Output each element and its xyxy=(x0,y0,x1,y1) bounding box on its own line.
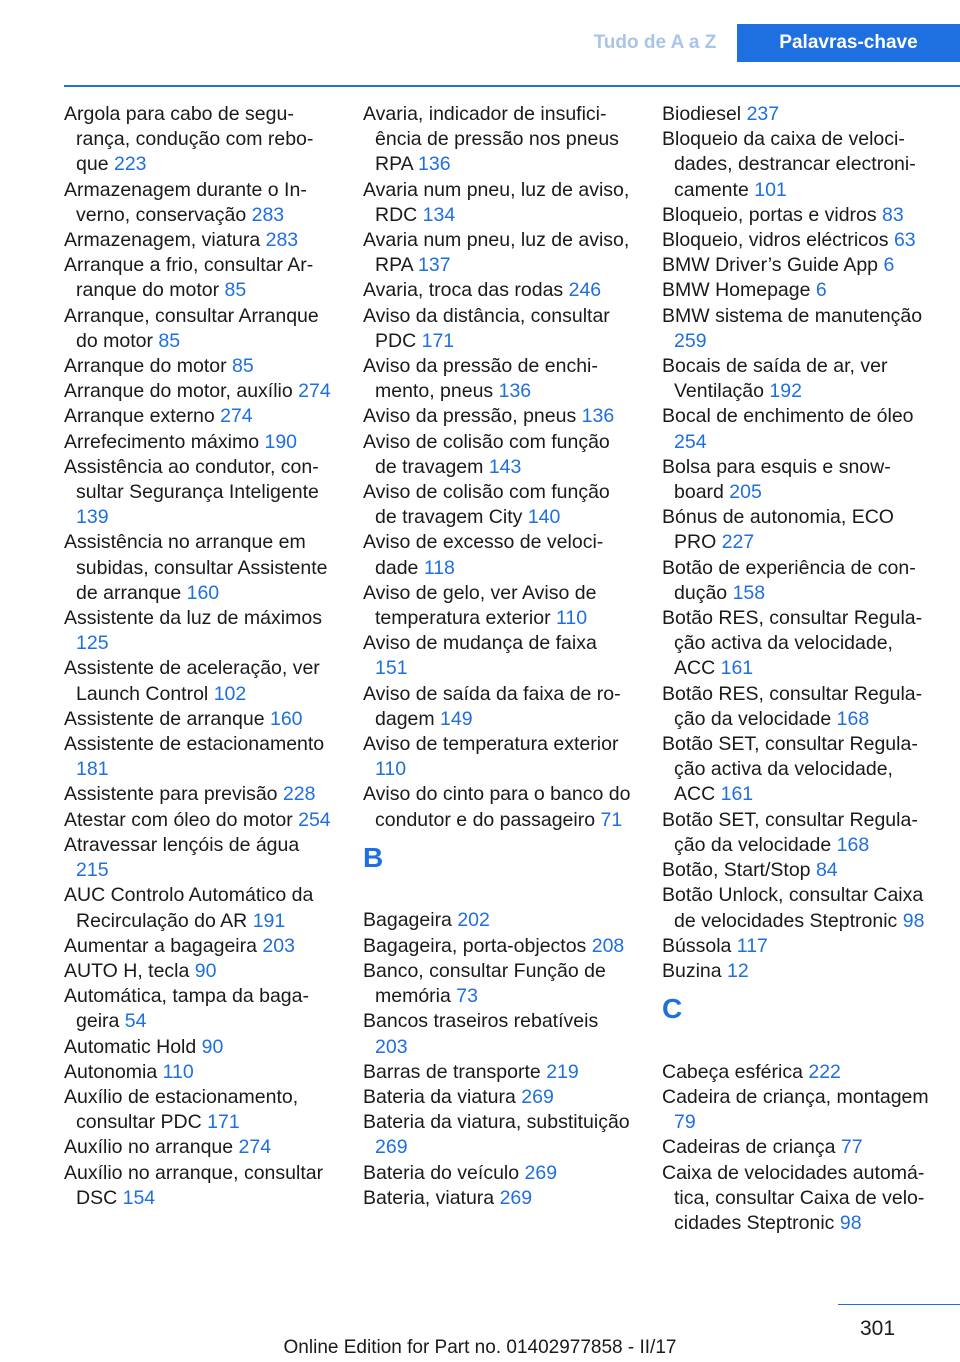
index-entry-text: Aviso da pressão de enchimento, pneus xyxy=(363,355,598,403)
index-entry xyxy=(64,228,334,253)
index-entry-text: Biodiesel xyxy=(662,103,742,125)
index-entry-text: Atravessar lençóis de água xyxy=(64,833,300,856)
page-reference-link[interactable]: 181 xyxy=(76,758,109,781)
index-entry-text: Aviso de colisão com função de travagem City xyxy=(363,481,610,529)
index-entry xyxy=(662,606,932,682)
page-reference-link[interactable]: 283 xyxy=(265,229,299,252)
index-entry-text: Botão RES, consultar Regulação da velocidade xyxy=(662,682,923,730)
index-entry-text: Bússola xyxy=(662,934,732,957)
page-reference-link[interactable]: 101 xyxy=(754,178,787,201)
page-reference-link[interactable]: 228 xyxy=(282,783,316,806)
index-entry xyxy=(64,782,334,807)
index-entry-text: Botão SET, consultar Regulação activa da velocidade, ACC xyxy=(662,733,918,806)
index-entry-text: Aviso de saída da faixa de rodagem xyxy=(363,682,621,730)
page-reference-link[interactable]: 139 xyxy=(76,506,109,529)
page-reference-link[interactable]: 54 xyxy=(124,1010,147,1033)
page-reference-link[interactable]: 254 xyxy=(298,808,331,831)
page-reference-link[interactable]: 246 xyxy=(568,279,602,302)
index-entry-text: Arrefecimento máximo xyxy=(64,430,260,453)
index-entry-text: Bolsa para esquis e snowboard xyxy=(662,455,891,504)
page-reference-link[interactable]: 85 xyxy=(158,329,181,352)
index-entry-text: Aviso de temperatura exterior xyxy=(363,733,619,756)
page-reference-link[interactable]: 154 xyxy=(122,1186,156,1209)
index-entry-text: Arranque a frio, consultar Arranque do motor xyxy=(64,254,314,302)
index-entry xyxy=(662,883,932,933)
index-entry xyxy=(363,1161,633,1186)
index-entry xyxy=(363,102,633,178)
index-entry xyxy=(64,1161,334,1211)
index-entry xyxy=(363,278,633,303)
index-entry-text: Bateria da viatura, substituição xyxy=(363,1111,630,1134)
page-reference-link[interactable]: 190 xyxy=(264,430,298,453)
index-entry xyxy=(363,959,633,1009)
index-entry-text: Cabeça esférica xyxy=(662,1060,803,1083)
page-reference-link[interactable]: 160 xyxy=(269,707,303,730)
index-entry xyxy=(662,808,932,858)
page-reference-link[interactable]: 168 xyxy=(836,833,870,856)
index-column-2 xyxy=(363,102,633,1211)
index-entry-text: Bateria, viatura xyxy=(363,1186,495,1209)
page-reference-link[interactable]: 102 xyxy=(213,682,247,705)
page-reference-link[interactable]: 202 xyxy=(457,909,490,932)
index-entry xyxy=(662,127,932,203)
index-entry-text: Botão de experiência de condução xyxy=(662,556,916,604)
index-entry xyxy=(662,1135,932,1160)
index-entry-text: Auxílio no arranque xyxy=(64,1136,234,1159)
index-entry xyxy=(64,808,334,833)
page-reference-link[interactable]: 136 xyxy=(418,153,451,176)
page-reference-link[interactable]: 283 xyxy=(251,203,285,226)
index-entry-text: Barras de transporte xyxy=(363,1060,541,1083)
index-entry xyxy=(64,530,334,606)
index-entry xyxy=(363,1009,633,1059)
index-entry-text: Autonomia xyxy=(64,1060,158,1083)
index-entry xyxy=(363,934,633,959)
index-column-1 xyxy=(64,102,334,1211)
index-entry xyxy=(64,606,334,656)
index-entry xyxy=(662,858,932,883)
index-entry-text: Bloqueio, vidros eléctricos xyxy=(662,229,889,252)
index-entry-text: Banco, consultar Função de memória xyxy=(363,959,606,1008)
page-reference-link[interactable]: 63 xyxy=(893,229,916,252)
index-entry xyxy=(662,404,932,454)
index-entry xyxy=(64,253,334,303)
page-reference-link[interactable]: 90 xyxy=(194,959,217,982)
active-tab[interactable]: Palavras-chave xyxy=(737,24,960,62)
index-entry-text: Assistência no arranque em subidas, consultar Assistente de arranque xyxy=(64,531,328,604)
page-reference-link[interactable]: 110 xyxy=(556,607,588,630)
page-reference-link[interactable]: 254 xyxy=(674,430,707,453)
page-reference-link[interactable]: 85 xyxy=(224,279,247,302)
index-entry-text: Arranque do motor, auxílio xyxy=(64,380,293,403)
index-entry xyxy=(662,1161,932,1237)
index-entry-text: Atestar com óleo do motor xyxy=(64,808,293,831)
page-reference-link[interactable]: 71 xyxy=(600,808,623,831)
index-entry-text: Auxílio no arranque, consultar DSC xyxy=(64,1161,324,1209)
index-entry xyxy=(363,530,633,580)
footer-rule xyxy=(838,1304,960,1305)
index-entry xyxy=(64,984,334,1034)
page-reference-link[interactable]: 171 xyxy=(421,329,455,352)
page-reference-link[interactable]: 161 xyxy=(720,783,754,806)
index-entry-text: AUTO H, tecla xyxy=(64,959,190,982)
index-entry-text: Avaria, troca das rodas xyxy=(363,279,564,302)
index-entry-text: Aviso do cinto para o banco do condutor e do passageiro xyxy=(363,783,631,831)
index-entry xyxy=(662,278,932,303)
page-reference-link[interactable]: 205 xyxy=(729,481,762,504)
page-reference-link[interactable]: 269 xyxy=(521,1085,554,1108)
index-entry xyxy=(64,1035,334,1060)
index-entry xyxy=(363,228,633,278)
index-entry xyxy=(363,581,633,631)
index-entry-text: Bancos traseiros rebatíveis xyxy=(363,1010,599,1033)
page-reference-link[interactable]: 274 xyxy=(238,1136,272,1159)
page-reference-link[interactable]: 208 xyxy=(591,934,625,957)
index-entry-text: Aumentar a bagageira xyxy=(64,934,257,957)
index-entry-text: Assistente de arranque xyxy=(64,707,265,730)
index-entry xyxy=(363,1085,633,1110)
index-entry-text: Buzina xyxy=(662,959,722,982)
page-reference-link[interactable]: 12 xyxy=(727,959,749,982)
index-entry-text: Automática, tampa da bagageira xyxy=(64,985,309,1033)
page-header xyxy=(0,24,960,62)
index-entry xyxy=(64,883,334,933)
index-entry xyxy=(363,631,633,681)
index-entry xyxy=(363,908,633,933)
index-entry xyxy=(662,228,932,253)
page-reference-link[interactable]: 125 xyxy=(76,632,109,655)
index-entry-text: Cadeiras de criança xyxy=(662,1136,836,1159)
index-entry xyxy=(64,430,334,455)
page-reference-link[interactable]: 98 xyxy=(902,909,925,932)
index-entry xyxy=(64,379,334,404)
page-reference-link[interactable]: 143 xyxy=(488,455,522,478)
index-entry xyxy=(363,304,633,354)
section-tab[interactable]: Tudo de A a Z xyxy=(593,32,717,53)
index-entry xyxy=(662,1060,932,1085)
page-reference-link[interactable]: 269 xyxy=(499,1186,533,1209)
index-entry-text: BMW Homepage xyxy=(662,279,811,302)
page-reference-link[interactable]: 117 xyxy=(736,934,768,957)
index-entry-text: Assistência ao condutor, consultar Segurança Inteligente xyxy=(64,455,319,504)
page-reference-link[interactable]: 222 xyxy=(808,1060,841,1083)
index-entry-text: Assistente de estacionamento xyxy=(64,733,325,756)
page-reference-link[interactable]: 110 xyxy=(162,1060,194,1083)
index-entry xyxy=(363,404,633,429)
index-entry xyxy=(662,354,932,404)
index-entry-text: Botão Unlock, consultar Caixa de velocidades Steptronic xyxy=(662,884,924,932)
index-entry-text: Assistente de aceleração, ver Launch Control xyxy=(64,657,320,705)
index-entry xyxy=(662,556,932,606)
page-reference-link[interactable]: 85 xyxy=(232,355,254,378)
index-entry xyxy=(363,782,633,832)
header-rule xyxy=(64,85,960,87)
page-reference-link[interactable]: 110 xyxy=(375,758,407,781)
index-entry-text: Bloqueio da caixa de velocidades, destrancar electronicamente xyxy=(662,128,916,201)
index-entry xyxy=(64,833,334,883)
page-reference-link[interactable]: 6 xyxy=(883,254,895,277)
page-reference-link[interactable]: 140 xyxy=(527,506,561,529)
page-reference-link[interactable]: 269 xyxy=(375,1136,408,1159)
page-reference-link[interactable]: 259 xyxy=(674,329,707,352)
page-reference-link[interactable]: 137 xyxy=(418,254,451,277)
page-reference-link[interactable]: 160 xyxy=(186,581,220,604)
index-entry xyxy=(64,656,334,706)
page-reference-link[interactable]: 118 xyxy=(423,556,455,579)
index-entry-text: Arranque externo xyxy=(64,405,215,428)
page-reference-link[interactable]: 77 xyxy=(840,1136,863,1159)
page-reference-link[interactable]: 203 xyxy=(375,1035,408,1058)
index-entry xyxy=(662,934,932,959)
index-entry xyxy=(363,430,633,480)
index-entry xyxy=(662,959,932,984)
index-entry-text: Aviso de colisão com função de travagem xyxy=(363,430,610,478)
index-entry xyxy=(662,304,932,354)
index-entry-text: Automatic Hold xyxy=(64,1035,197,1058)
index-entry xyxy=(64,102,334,178)
index-entry-text: Arranque, consultar Arranque do motor xyxy=(64,304,319,352)
page-reference-link[interactable]: 161 xyxy=(720,657,754,680)
page-reference-link[interactable]: 274 xyxy=(220,405,253,428)
page-reference-link[interactable]: 192 xyxy=(769,380,802,403)
index-entry-text: Armazenagem, viatura xyxy=(64,229,261,252)
index-entry xyxy=(64,304,334,354)
index-entry xyxy=(363,1186,633,1211)
page-reference-link[interactable]: 79 xyxy=(674,1111,696,1134)
index-entry-text: Aviso de gelo, ver Aviso de temperatura exterior xyxy=(363,581,597,630)
index-entry xyxy=(64,354,334,379)
index-entry xyxy=(64,178,334,228)
index-entry xyxy=(662,682,932,732)
index-letter-heading: C xyxy=(662,993,683,1025)
index-entry-text: Bloqueio, portas e vidros xyxy=(662,203,877,226)
page-reference-link[interactable]: 98 xyxy=(839,1211,862,1234)
page-reference-link[interactable]: 215 xyxy=(76,859,109,882)
index-entry-text: Bagageira xyxy=(363,909,452,932)
page-reference-link[interactable]: 6 xyxy=(815,279,827,302)
page-reference-link[interactable]: 134 xyxy=(422,203,456,226)
index-entry xyxy=(64,404,334,429)
index-entry xyxy=(363,480,633,530)
index-entry xyxy=(64,1135,334,1160)
index-entry xyxy=(64,934,334,959)
page-reference-link[interactable]: 269 xyxy=(524,1161,558,1184)
index-entry-text: Aviso de mudança de faixa xyxy=(363,632,597,655)
index-entry xyxy=(662,455,932,505)
index-entry-text: Cadeira de criança, montagem xyxy=(662,1085,929,1108)
index-entry xyxy=(64,1085,334,1135)
index-entry xyxy=(363,1110,633,1160)
index-entry-text: Aviso da pressão, pneus xyxy=(363,405,577,428)
index-entry-text: Avaria num pneu, luz de aviso, RPA xyxy=(363,229,630,277)
index-entry xyxy=(64,707,334,732)
page-reference-link[interactable]: 168 xyxy=(836,707,870,730)
index-entry xyxy=(363,1060,633,1085)
index-entry xyxy=(662,732,932,808)
index-entry-text: Argola para cabo de segurança, condução com reboque xyxy=(64,103,314,176)
page-reference-link[interactable]: 237 xyxy=(746,103,780,125)
index-entry xyxy=(64,959,334,984)
index-entry xyxy=(64,1060,334,1085)
index-column-3 xyxy=(662,102,932,1236)
edition-footer: Online Edition for Part no. 01402977858 - II/17 xyxy=(283,1337,677,1358)
index-entry xyxy=(662,253,932,278)
index-entry xyxy=(363,682,633,732)
page-reference-link[interactable]: 158 xyxy=(732,581,766,604)
index-entry-text: Avaria num pneu, luz de aviso, RDC xyxy=(363,178,630,226)
index-entry-text: BMW sistema de manutenção xyxy=(662,304,923,327)
page-reference-link[interactable]: 73 xyxy=(456,985,478,1008)
index-entry-text: Botão, Start/Stop xyxy=(662,859,811,882)
index-entry-text: Bónus de autonomia, ECO PRO xyxy=(662,506,894,554)
page-reference-link[interactable]: 219 xyxy=(546,1060,579,1083)
index-entry xyxy=(662,505,932,555)
page-reference-link[interactable]: 136 xyxy=(581,405,615,428)
index-entry xyxy=(64,455,334,531)
page-reference-link[interactable]: 90 xyxy=(201,1035,224,1058)
index-entry-text: Bateria do veículo xyxy=(363,1161,520,1184)
index-entry-text: Aviso de excesso de velocidade xyxy=(363,531,604,579)
page-number: 301 xyxy=(860,1317,896,1340)
index-entry xyxy=(662,203,932,228)
page-reference-link[interactable]: 151 xyxy=(375,657,408,680)
index-entry-text: Bocal de enchimento de óleo xyxy=(662,405,914,428)
index-entry-text: Assistente da luz de máximos xyxy=(64,607,322,630)
index-entry-text: Bocais de saída de ar, ver Ventilação xyxy=(662,355,888,403)
page-reference-link[interactable]: 83 xyxy=(882,203,904,226)
page-reference-link[interactable]: 223 xyxy=(113,153,147,176)
index-entry-text: Auxílio de estacionamento, consultar PDC xyxy=(64,1085,299,1134)
index-entry-text: Caixa de velocidades automática, consultar Caixa de velocidades Steptronic xyxy=(662,1161,925,1234)
index-entry-text: Armazenagem durante o Inverno, conservação xyxy=(64,178,307,226)
index-entry-text: Assistente para previsão xyxy=(64,783,278,806)
index-entry-text: BMW Driver’s Guide App xyxy=(662,254,879,277)
page-reference-link[interactable]: 191 xyxy=(252,909,286,932)
index-entry xyxy=(363,354,633,404)
page-reference-link[interactable]: 84 xyxy=(815,859,838,882)
page-reference-link[interactable]: 227 xyxy=(721,531,755,554)
index-entry-text: Avaria, indicador de insuficiência de pressão nos pneus RPA xyxy=(363,103,619,176)
index-letter-heading: B xyxy=(363,841,384,873)
index-entry xyxy=(662,1085,932,1135)
index-entry xyxy=(363,178,633,228)
index-entry-text: Aviso da distância, consultar PDC xyxy=(363,304,610,352)
index-entry xyxy=(64,732,334,782)
index-entry-text: Bateria da viatura xyxy=(363,1085,516,1108)
index-entry xyxy=(662,102,932,127)
index-entry-text: AUC Controlo Automático da Recirculação do AR xyxy=(64,884,314,932)
index-entry-text: Botão RES, consultar Regulação activa da velocidade, ACC xyxy=(662,607,923,680)
page-reference-link[interactable]: 203 xyxy=(262,934,295,957)
page-reference-link[interactable]: 149 xyxy=(440,707,473,730)
page-reference-link[interactable]: 274 xyxy=(298,380,331,403)
page-reference-link[interactable]: 136 xyxy=(498,380,532,403)
index-entry-text: Bagageira, porta-objectos xyxy=(363,934,587,957)
index-entry xyxy=(363,732,633,782)
index-entry-text: Botão SET, consultar Regulação da velocidade xyxy=(662,808,918,856)
index-entry-text: Arranque do motor xyxy=(64,355,227,378)
page-reference-link[interactable]: 171 xyxy=(207,1111,240,1134)
